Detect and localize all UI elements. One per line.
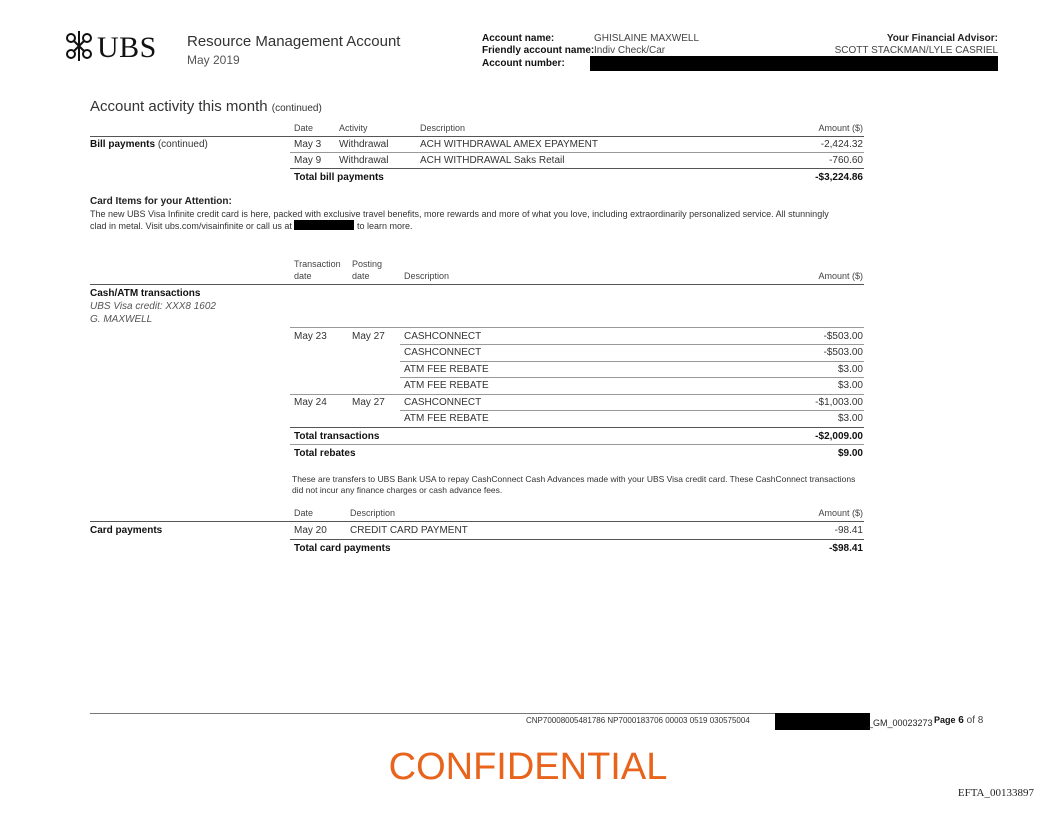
cash-row-1-description: CASHCONNECT: [404, 331, 482, 342]
bill-row-2-amount: -760.60: [829, 155, 863, 166]
cash-row-rule: [400, 377, 864, 378]
card-total-value: -$98.41: [829, 543, 863, 554]
cash-row-2-description: CASHCONNECT: [404, 347, 482, 358]
bill-payments-label: [90, 139, 208, 150]
cash-total-txn-value: -$2,009.00: [815, 431, 863, 442]
section-title: [90, 98, 322, 115]
card-header-amount: Amount ($): [818, 508, 863, 518]
bill-header-rule: [90, 136, 864, 137]
bill-row-1-description: ACH WITHDRAWAL AMEX EPAYMENT: [420, 139, 598, 150]
cash-row-rule: [400, 410, 864, 411]
cash-row-6-amount: $3.00: [837, 413, 863, 424]
cash-total-rule: [290, 427, 864, 428]
cash-total-rebate-label: Total rebates: [294, 448, 356, 459]
card-row-1-amount: -98.41: [834, 525, 863, 536]
bill-row-2-date: May 9: [294, 155, 322, 166]
cash-header-rule: [90, 284, 864, 285]
account-number-redaction: [590, 56, 998, 71]
cash-atm-label: Cash/ATM transactions: [90, 288, 201, 299]
cash-row-3-amount: $3.00: [837, 364, 863, 375]
bill-payments-label-suffix: (continued): [157, 139, 208, 150]
cash-row-5-amount: -$1,003.00: [815, 397, 863, 408]
advisor-label: Your Financial Advisor:: [886, 33, 998, 44]
page-current: 6: [958, 715, 964, 726]
cash-card-line: UBS Visa credit: XXX8 1602: [90, 301, 216, 312]
card-total-rule: [290, 539, 864, 540]
card-header-rule: [90, 521, 864, 522]
efta-id: EFTA_00133897: [957, 787, 1034, 799]
cash-header-amount: Amount ($): [818, 271, 863, 281]
cash-row-2-amount: -$503.00: [823, 347, 863, 358]
account-name-label: Account name:: [482, 33, 555, 44]
card-total-label: Total card payments: [294, 543, 391, 554]
cash-row-1-txn-date: May 23: [294, 331, 327, 342]
cash-total-txn-label: Total transactions: [294, 431, 380, 442]
cash-row-5-txn-date: May 24: [294, 397, 327, 408]
cash-row-5-description: CASHCONNECT: [404, 397, 482, 408]
cash-total-rule-2: [290, 444, 864, 445]
attention-body-part1: The new UBS Visa Infinite credit card is here, packed with exclusive travel benefits, more rewards and more of what you love, including extraordinarily personalized service. All stunningly clad in metal. Visit ubs.com/visainfinite or call us at: [90, 209, 829, 231]
bill-row-1-amount: -2,424.32: [820, 139, 863, 150]
page-number: [934, 715, 983, 726]
cash-holder: G. MAXWELL: [90, 314, 153, 325]
cash-row-3-description: ATM FEE REBATE: [404, 364, 489, 375]
section-title-suffix: (continued): [271, 103, 322, 114]
ubs-logo-text: UBS: [97, 31, 157, 64]
card-row-1-date: May 20: [294, 525, 327, 536]
cash-header-txn-date-1: Transaction: [294, 259, 341, 269]
card-header-date: Date: [294, 508, 314, 518]
bill-header-description: Description: [420, 123, 466, 133]
bill-header-activity: Activity: [339, 123, 368, 133]
attention-title: Card Items for your Attention:: [90, 196, 232, 207]
cash-row-5-post-date: May 27: [352, 397, 385, 408]
cash-row-rule: [400, 344, 864, 345]
bill-row-1-date: May 3: [294, 139, 322, 150]
friendly-name-value: Indiv Check/Car: [594, 45, 666, 56]
cash-rows-top-rule: [290, 327, 864, 328]
card-payments-label: Card payments: [90, 525, 163, 536]
confidential-stamp: CONFIDENTIAL: [388, 746, 668, 788]
account-number-label: Account number:: [482, 58, 565, 69]
cash-row-1-post-date: May 27: [352, 331, 385, 342]
bill-total-rule: [290, 168, 864, 169]
page-word: Page: [934, 715, 956, 725]
bill-row-2-description: ACH WITHDRAWAL Saks Retail: [420, 155, 565, 166]
cash-row-4-amount: $3.00: [837, 380, 863, 391]
cash-row-rule: [400, 361, 864, 362]
phone-redaction: [294, 220, 354, 230]
cashconnect-note: These are transfers to UBS Bank USA to repay CashConnect Cash Advances made with your UBS Visa credit card. These CashConnect transactions did not incur any finance charges or cash advance fees.: [292, 474, 856, 495]
attention-body-part2: to learn more.: [356, 221, 413, 231]
bill-header-date: Date: [294, 123, 314, 133]
cash-header-post-date-2: date: [352, 271, 370, 281]
bill-row-rule: [290, 152, 864, 153]
attention-body: [90, 208, 830, 232]
cash-total-rebate-value: $9.00: [837, 448, 863, 459]
section-title-text: Account activity this month: [90, 98, 268, 115]
footer-bates-id: _GM_00023273: [868, 718, 933, 728]
cash-header-txn-date-2: date: [294, 271, 312, 281]
footer-code: CNP70008005481786 NP7000183706 00003 0519 030575004: [526, 716, 750, 725]
cash-row-4-description: ATM FEE REBATE: [404, 380, 489, 391]
bill-header-amount: Amount ($): [818, 123, 863, 133]
bill-payments-label-text: Bill payments: [90, 139, 156, 150]
bill-total-label: Total bill payments: [294, 172, 384, 183]
page-of: of 8: [966, 715, 984, 726]
bill-total-value: -$3,224.86: [815, 172, 863, 183]
cash-header-description: Description: [404, 271, 450, 281]
statement-title: Resource Management Account: [187, 33, 401, 50]
ubs-keys-logo-icon: [62, 29, 96, 63]
cash-row-6-description: ATM FEE REBATE: [404, 413, 489, 424]
card-row-1-description: CREDIT CARD PAYMENT: [350, 525, 468, 536]
footer-rule: [90, 713, 866, 714]
card-header-description: Description: [350, 508, 396, 518]
footer-redaction: [775, 713, 870, 730]
friendly-name-label: Friendly account name:: [482, 45, 595, 56]
cash-row-rule: [290, 394, 864, 395]
account-name-value: GHISLAINE MAXWELL: [594, 33, 700, 44]
cash-header-post-date-1: Posting: [352, 259, 383, 269]
advisor-value: SCOTT STACKMAN/LYLE CASRIEL: [834, 45, 998, 56]
cash-row-1-amount: -$503.00: [823, 331, 863, 342]
bill-row-2-activity: Withdrawal: [339, 155, 389, 166]
bill-row-1-activity: Withdrawal: [339, 139, 389, 150]
statement-date: May 2019: [187, 53, 240, 67]
